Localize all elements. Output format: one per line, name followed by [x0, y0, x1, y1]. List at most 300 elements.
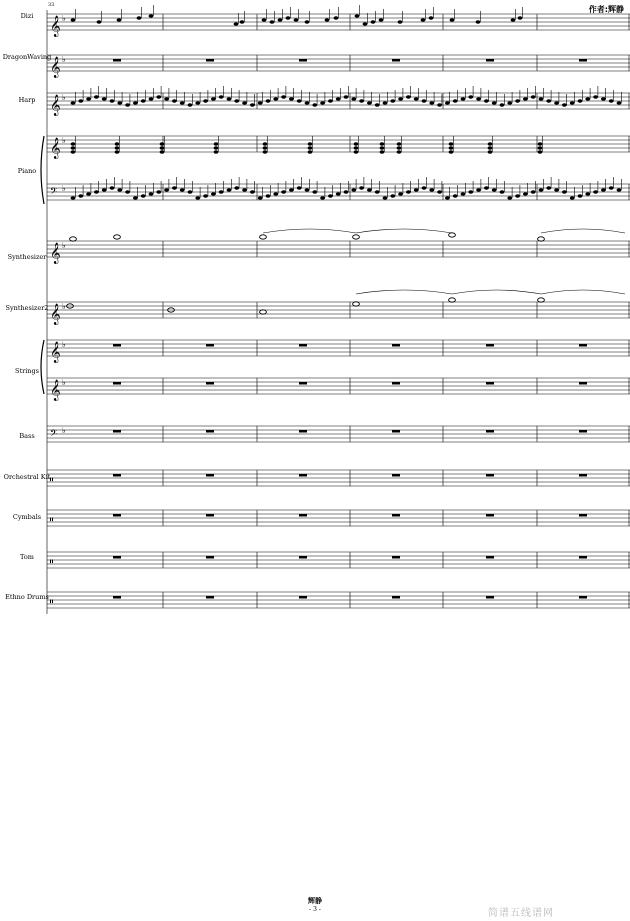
whole-rest: [392, 514, 400, 517]
instrument-label: Ethno Drums: [5, 593, 49, 601]
treble-clef-icon: 𝄞: [50, 16, 61, 37]
chord-note-head: [115, 142, 120, 146]
note-head: [554, 101, 559, 105]
strings-brace: [41, 340, 44, 394]
note-head: [180, 188, 185, 192]
instrument-label: DragonWaving: [2, 53, 52, 61]
chord-note-head: [308, 142, 313, 146]
note-head: [94, 95, 99, 99]
note-head: [71, 196, 76, 200]
note-head: [445, 101, 450, 105]
note-head: [562, 190, 567, 194]
chord-note-head: [354, 142, 359, 146]
note-head: [97, 20, 102, 24]
note-head: [86, 97, 91, 101]
chord-note-head: [214, 142, 219, 146]
note-head: [180, 101, 185, 105]
note-head: [367, 188, 372, 192]
note-head: [617, 101, 622, 105]
note-head: [492, 101, 497, 105]
chord-note-head: [160, 146, 165, 150]
note-head: [593, 95, 598, 99]
note-head: [328, 99, 333, 103]
note-head: [286, 16, 291, 20]
note-head: [585, 192, 590, 196]
treble-clef-icon: 𝄞: [50, 342, 61, 363]
note-head: [305, 20, 310, 24]
whole-rest: [206, 596, 214, 599]
whole-rest: [392, 430, 400, 433]
note-head: [468, 95, 473, 99]
note-head: [262, 18, 267, 22]
note-head: [94, 190, 99, 194]
tie-arc: [541, 290, 625, 294]
whole-rest: [206, 556, 214, 559]
note-head: [437, 103, 442, 107]
instrument-label: Synthesizer: [7, 253, 47, 261]
instrument-label: Tom: [20, 553, 34, 561]
note-head: [172, 99, 177, 103]
note-head: [500, 103, 505, 107]
whole-rest: [299, 382, 307, 385]
whole-note: [353, 302, 360, 306]
whole-rest: [579, 382, 587, 385]
note-head: [363, 22, 368, 26]
flat-key-signature-icon: ♭: [62, 93, 66, 102]
chord-note-head: [214, 146, 219, 150]
whole-rest: [206, 382, 214, 385]
treble-clef-icon: 𝄞: [50, 380, 61, 401]
note-head: [227, 188, 232, 192]
chord-note-head: [263, 150, 268, 154]
whole-rest: [299, 430, 307, 433]
chord-note-head: [449, 142, 454, 146]
note-head: [312, 190, 317, 194]
note-head: [266, 194, 271, 198]
note-head: [312, 103, 317, 107]
tie-arc: [541, 229, 625, 233]
note-head: [334, 16, 339, 20]
whole-rest: [486, 382, 494, 385]
note-head: [250, 190, 255, 194]
whole-note: [538, 298, 545, 302]
note-head: [172, 186, 177, 190]
note-head: [336, 97, 341, 101]
whole-rest: [579, 556, 587, 559]
note-head: [468, 190, 473, 194]
instrument-label: Cymbals: [12, 513, 42, 521]
note-head: [422, 99, 427, 103]
whole-note: [114, 235, 121, 239]
note-head: [609, 186, 614, 190]
note-head: [515, 194, 520, 198]
whole-rest: [299, 59, 307, 62]
chord-note-head: [380, 146, 385, 150]
instrument-label: Orchestral Kit: [3, 473, 51, 481]
instrument-label: Piano: [17, 167, 37, 175]
whole-rest: [392, 556, 400, 559]
whole-rest: [206, 59, 214, 62]
note-head: [593, 190, 598, 194]
note-head: [539, 188, 544, 192]
note-head: [164, 188, 169, 192]
percussion-clef-icon: 𝄥: [50, 515, 53, 526]
note-head: [570, 101, 575, 105]
note-head: [328, 194, 333, 198]
chord-note-head: [71, 146, 76, 150]
chord-note-head: [214, 150, 219, 154]
chord-note-head: [397, 142, 402, 146]
percussion-clef-icon: 𝄥: [50, 557, 53, 568]
note-head: [78, 194, 83, 198]
whole-rest: [486, 430, 494, 433]
tie-arc: [452, 290, 541, 294]
treble-clef-icon: 𝄞: [50, 95, 61, 116]
whole-rest: [206, 514, 214, 517]
chord-note-head: [488, 150, 493, 154]
treble-clef-icon: 𝄞: [50, 138, 61, 159]
note-head: [398, 192, 403, 196]
whole-note: [260, 235, 267, 239]
note-head: [188, 190, 193, 194]
whole-rest: [579, 596, 587, 599]
note-head: [484, 186, 489, 190]
note-head: [515, 99, 520, 103]
note-head: [133, 101, 138, 105]
note-head: [137, 16, 142, 20]
whole-rest: [299, 514, 307, 517]
note-head: [379, 18, 384, 22]
tie-arc: [263, 229, 356, 233]
treble-clef-icon: 𝄞: [50, 57, 61, 78]
note-head: [110, 99, 115, 103]
note-head: [344, 95, 349, 99]
note-head: [325, 18, 330, 22]
note-head: [117, 188, 122, 192]
whole-rest: [113, 59, 121, 62]
note-head: [250, 103, 255, 107]
note-head: [429, 16, 434, 20]
note-head: [414, 188, 419, 192]
whole-rest: [486, 556, 494, 559]
note-head: [281, 95, 286, 99]
whole-rest: [486, 59, 494, 62]
whole-rest: [113, 556, 121, 559]
flat-key-signature-icon: ♭: [62, 55, 66, 64]
whole-rest: [579, 59, 587, 62]
chord-note-head: [115, 150, 120, 154]
chord-note-head: [71, 150, 76, 154]
note-head: [351, 188, 356, 192]
whole-note: [260, 310, 267, 314]
note-head: [476, 188, 481, 192]
note-head: [149, 97, 154, 101]
note-head: [234, 22, 239, 26]
chord-note-head: [380, 142, 385, 146]
note-head: [450, 18, 455, 22]
whole-rest: [392, 596, 400, 599]
note-head: [539, 97, 544, 101]
chord-note-head: [380, 150, 385, 154]
note-head: [546, 186, 551, 190]
whole-rest: [579, 344, 587, 347]
whole-rest: [579, 514, 587, 517]
note-head: [461, 97, 466, 101]
whole-rest: [579, 474, 587, 477]
note-head: [195, 101, 200, 105]
note-head: [110, 186, 115, 190]
whole-rest: [486, 474, 494, 477]
footer-title: 辉静: [308, 897, 322, 905]
whole-rest: [206, 430, 214, 433]
note-head: [273, 97, 278, 101]
note-head: [429, 188, 434, 192]
note-head: [601, 97, 606, 101]
whole-rest: [206, 474, 214, 477]
chord-note-head: [115, 146, 120, 150]
note-head: [601, 188, 606, 192]
note-head: [156, 190, 161, 194]
note-head: [294, 18, 299, 22]
note-head: [219, 190, 224, 194]
note-head: [242, 188, 247, 192]
whole-rest: [392, 59, 400, 62]
chord-note-head: [308, 150, 313, 154]
instrument-label: Bass: [19, 432, 35, 440]
flat-key-signature-icon: ♭: [62, 378, 66, 387]
note-head: [211, 97, 216, 101]
note-head: [164, 97, 169, 101]
note-head: [270, 20, 275, 24]
whole-rest: [299, 474, 307, 477]
whole-note: [449, 233, 456, 237]
note-head: [125, 190, 130, 194]
note-head: [219, 95, 224, 99]
note-head: [102, 97, 107, 101]
note-head: [445, 196, 450, 200]
instrument-label: Harp: [18, 96, 36, 104]
whole-rest: [486, 596, 494, 599]
chord-note-head: [488, 146, 493, 150]
whole-note: [538, 237, 545, 241]
note-head: [320, 196, 325, 200]
piano-brace: [41, 136, 44, 204]
note-head: [117, 18, 122, 22]
note-head: [355, 14, 360, 18]
whole-note: [70, 237, 77, 241]
measure-number: 33: [48, 2, 55, 8]
note-head: [500, 190, 505, 194]
chord-note-head: [160, 142, 165, 146]
note-head: [453, 194, 458, 198]
note-head: [281, 190, 286, 194]
note-head: [383, 196, 388, 200]
note-head: [240, 20, 245, 24]
note-head: [266, 99, 271, 103]
percussion-clef-icon: 𝄥: [50, 597, 53, 608]
note-head: [531, 190, 536, 194]
note-head: [156, 95, 161, 99]
treble-clef-icon: 𝄞: [50, 243, 61, 264]
whole-rest: [579, 430, 587, 433]
chord-note-head: [538, 142, 543, 146]
note-head: [383, 101, 388, 105]
chord-note-head: [488, 142, 493, 146]
chord-note-head: [397, 150, 402, 154]
note-head: [102, 188, 107, 192]
note-head: [273, 192, 278, 196]
treble-clef-icon: 𝄞: [50, 304, 61, 325]
note-head: [390, 194, 395, 198]
whole-rest: [299, 344, 307, 347]
note-head: [141, 194, 146, 198]
chord-note-head: [71, 142, 76, 146]
whole-rest: [113, 474, 121, 477]
whole-rest: [113, 430, 121, 433]
chord-note-head: [449, 146, 454, 150]
note-head: [227, 97, 232, 101]
chord-note-head: [263, 142, 268, 146]
note-head: [375, 190, 380, 194]
note-head: [578, 99, 583, 103]
note-head: [234, 186, 239, 190]
chord-note-head: [538, 150, 543, 154]
whole-rest: [486, 514, 494, 517]
note-head: [461, 192, 466, 196]
note-head: [398, 20, 403, 24]
note-head: [359, 186, 364, 190]
whole-rest: [486, 344, 494, 347]
note-head: [141, 99, 146, 103]
whole-rest: [113, 382, 121, 385]
note-head: [507, 101, 512, 105]
instrument-label: Strings: [15, 367, 39, 375]
note-head: [421, 18, 426, 22]
note-head: [523, 192, 528, 196]
flat-key-signature-icon: ♭: [62, 184, 66, 193]
whole-rest: [206, 344, 214, 347]
whole-rest: [113, 596, 121, 599]
tie-arc: [356, 290, 452, 294]
page-number: - 3 -: [309, 906, 321, 913]
note-head: [484, 99, 489, 103]
note-head: [188, 103, 193, 107]
note-head: [523, 97, 528, 101]
note-head: [125, 103, 130, 107]
note-head: [133, 196, 138, 200]
note-head: [149, 192, 154, 196]
note-head: [609, 99, 614, 103]
percussion-clef-icon: 𝄥: [50, 475, 53, 486]
note-head: [578, 194, 583, 198]
note-head: [203, 99, 208, 103]
chord-note-head: [397, 146, 402, 150]
note-head: [422, 186, 427, 190]
whole-note: [449, 298, 456, 302]
note-head: [398, 97, 403, 101]
note-head: [195, 196, 200, 200]
whole-note: [353, 235, 360, 239]
flat-key-signature-icon: ♭: [62, 340, 66, 349]
whole-rest: [113, 344, 121, 347]
note-head: [570, 196, 575, 200]
note-head: [203, 194, 208, 198]
note-head: [289, 188, 294, 192]
note-head: [211, 192, 216, 196]
bass-clef-icon: 𝄢: [50, 428, 58, 441]
note-head: [117, 101, 122, 105]
flat-key-signature-icon: ♭: [62, 136, 66, 145]
watermark: 简谱五线谱网: [488, 908, 554, 919]
note-head: [617, 188, 622, 192]
note-head: [476, 20, 481, 24]
flat-key-signature-icon: ♭: [62, 302, 66, 311]
flat-key-signature-icon: ♭: [62, 14, 66, 23]
chord-note-head: [263, 146, 268, 150]
whole-rest: [299, 556, 307, 559]
note-head: [258, 196, 263, 200]
note-head: [554, 188, 559, 192]
note-head: [511, 18, 516, 22]
note-head: [305, 101, 310, 105]
note-head: [78, 99, 83, 103]
note-head: [375, 103, 380, 107]
composer-credit: 作者:辉静: [588, 5, 624, 14]
note-head: [562, 103, 567, 107]
chord-note-head: [354, 146, 359, 150]
note-head: [476, 97, 481, 101]
note-head: [242, 101, 247, 105]
note-head: [585, 97, 590, 101]
note-head: [86, 192, 91, 196]
note-head: [71, 101, 76, 105]
bass-clef-icon: 𝄢: [50, 186, 58, 199]
note-head: [297, 186, 302, 190]
note-head: [414, 97, 419, 101]
note-head: [367, 101, 372, 105]
note-head: [258, 101, 263, 105]
chord-note-head: [538, 146, 543, 150]
note-head: [371, 20, 376, 24]
note-head: [546, 99, 551, 103]
note-head: [507, 196, 512, 200]
note-head: [149, 14, 154, 18]
whole-rest: [299, 596, 307, 599]
instrument-label: Dizi: [20, 12, 34, 20]
note-head: [359, 99, 364, 103]
note-head: [336, 192, 341, 196]
note-head: [278, 18, 283, 22]
flat-key-signature-icon: ♭: [62, 241, 66, 250]
whole-rest: [113, 514, 121, 517]
chord-note-head: [449, 150, 454, 154]
note-head: [234, 99, 239, 103]
note-head: [344, 190, 349, 194]
note-head: [406, 95, 411, 99]
note-head: [437, 190, 442, 194]
note-head: [305, 188, 310, 192]
note-head: [429, 101, 434, 105]
note-head: [320, 101, 325, 105]
chord-note-head: [308, 146, 313, 150]
note-head: [297, 99, 302, 103]
note-head: [453, 99, 458, 103]
note-head: [492, 188, 497, 192]
whole-rest: [392, 344, 400, 347]
note-head: [531, 95, 536, 99]
chord-note-head: [354, 150, 359, 154]
note-head: [289, 97, 294, 101]
